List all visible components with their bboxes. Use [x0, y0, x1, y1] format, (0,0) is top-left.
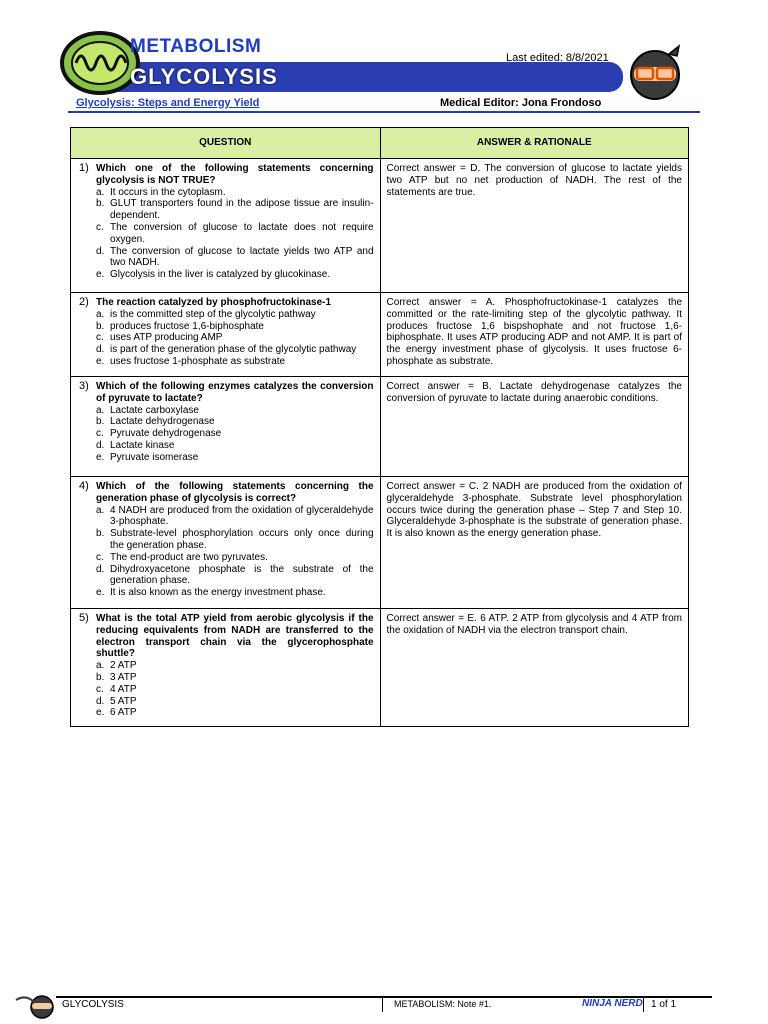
- answer-option: [96, 552, 374, 564]
- footer-brand-logo: NINJA NERD: [582, 998, 643, 1009]
- option-text: 4 NADH are produced from the oxidation of glyceraldehyde 3-phosphate.: [110, 504, 374, 528]
- option-letter: b.: [96, 198, 105, 210]
- option-letter: e.: [96, 451, 105, 463]
- option-letter: b.: [96, 528, 105, 540]
- page-number: 1 of 1: [651, 999, 677, 1010]
- answer-rationale: Correct answer = C. 2 NADH are produced from the oxidation of glyceraldehyde 3-phosphate. Substrate level phosphorylation occurs twice during the generation phase – Step 7 and Step 10. Glyceraldehyde 3-phosphate is the substrate of generation phase. It is also known as the energy generation phase.: [386, 481, 682, 540]
- answer-cell: [380, 477, 688, 609]
- answer-option: [96, 344, 374, 356]
- option-text: is part of the generation phase of the glycolytic pathway: [110, 344, 357, 356]
- option-list: [96, 187, 374, 281]
- option-list: [96, 505, 374, 599]
- question-text: The reaction catalyzed by phosphofructokinase-1: [96, 297, 332, 308]
- subject-title: METABOLISM: [130, 36, 262, 57]
- answer-option: [96, 707, 374, 719]
- option-letter: e.: [96, 707, 105, 719]
- answer-option: [96, 356, 374, 368]
- option-letter: d.: [96, 344, 105, 356]
- option-letter: c.: [96, 683, 104, 695]
- header-divider: [68, 111, 700, 113]
- option-text: produces fructose 1,6-biphosphate: [110, 320, 264, 332]
- question-text: Which one of the following statements concerning glycolysis is NOT TRUE?: [96, 163, 374, 186]
- question-cell: [71, 477, 381, 609]
- option-list: [96, 405, 374, 464]
- option-text: 3 ATP: [110, 671, 137, 683]
- answer-option: [96, 428, 374, 440]
- answer-cell: [380, 293, 688, 377]
- question-number: 2): [79, 296, 89, 308]
- footer-note: METABOLISM: Note #1.: [394, 999, 492, 1009]
- ninja-mascot-icon: [625, 42, 685, 102]
- option-letter: b.: [96, 671, 105, 683]
- option-text: Pyruvate dehydrogenase: [110, 428, 222, 440]
- question-number: 5): [79, 612, 89, 624]
- question-number: 1): [79, 162, 89, 174]
- option-text: uses ATP producing AMP: [110, 332, 223, 344]
- option-letter: b.: [96, 416, 105, 428]
- option-letter: b.: [96, 320, 105, 332]
- answer-option: [96, 246, 374, 270]
- option-letter: e.: [96, 587, 105, 599]
- option-text: 6 ATP: [110, 707, 137, 719]
- answer-option: [96, 587, 374, 599]
- answer-rationale: Correct answer = A. Phosphofructokinase-1 catalyzes the committed or the rate-limiting step of the glycolytic pathway. It produces fructose 1,6 bispshophate and not fructose 1,6-biphosphate. It uses ATP producing ADP and not AMP. It is part of the energy investment phase of glycolysis. It uses fructose 6-phosphate as substrate.: [386, 297, 682, 367]
- question-text: What is the total ATP yield from aerobic glycolysis if the reducing equivalents from NADH are transferred to the electron transport chain via the glycerophosphate shuttle?: [96, 613, 374, 660]
- option-letter: a.: [96, 186, 105, 198]
- table-row: [71, 377, 689, 477]
- option-text: Glycolysis in the liver is catalyzed by glucokinase.: [110, 269, 331, 281]
- last-edited-date: 8/8/2021: [565, 52, 609, 64]
- question-text: Which of the following statements concerning the generation phase of glycolysis is correct?: [96, 481, 374, 504]
- option-letter: d.: [96, 563, 105, 575]
- answer-cell: [380, 609, 688, 727]
- answer-option: [96, 696, 374, 708]
- table-row: [71, 609, 689, 727]
- answer-option: [96, 416, 374, 428]
- question-cell: [71, 159, 381, 293]
- answer-option: [96, 332, 374, 344]
- answer-option: [96, 684, 374, 696]
- answer-rationale: Correct answer = E. 6 ATP. 2 ATP from glycolysis and 4 ATP from the oxidation of NADH via the electron transport chain.: [386, 613, 682, 636]
- option-text: The conversion of glucose to lactate does not require oxygen.: [110, 221, 374, 245]
- question-cell: [71, 377, 381, 477]
- option-text: 5 ATP: [110, 695, 137, 707]
- option-text: Substrate-level phosphorylation occurs only once during the generation phase.: [110, 528, 374, 551]
- option-letter: d.: [96, 245, 105, 257]
- option-text: uses fructose 1-phosphate as substrate: [110, 355, 286, 367]
- answer-option: [96, 564, 374, 588]
- question-text: Which of the following enzymes catalyzes the conversion of pyruvate to lactate?: [96, 381, 374, 404]
- last-edited: [506, 52, 609, 64]
- question-number: 3): [79, 380, 89, 392]
- option-text: is the committed step of the glycolytic pathway: [110, 308, 316, 320]
- answer-option: [96, 452, 374, 464]
- ninja-footer-icon: [14, 990, 54, 1020]
- option-text: GLUT transporters found in the adipose tissue are insulin-dependent.: [110, 198, 374, 222]
- option-letter: c.: [96, 428, 104, 440]
- answer-option: [96, 187, 374, 199]
- qa-table-body: [71, 159, 689, 727]
- question-column-header: QUESTION: [71, 128, 381, 159]
- option-list: [96, 309, 374, 368]
- option-letter: e.: [96, 355, 105, 367]
- option-text: Lactate kinase: [110, 439, 175, 451]
- answer-cell: [380, 159, 688, 293]
- answer-option: [96, 309, 374, 321]
- question-number: 4): [79, 480, 89, 492]
- answer-option: [96, 405, 374, 417]
- answer-rationale: Correct answer = D. The conversion of glucose to lactate yields two ATP but no net production of NADH. The rest of the statements are true.: [386, 163, 682, 198]
- option-letter: a.: [96, 504, 105, 516]
- table-row: [71, 159, 689, 293]
- answer-option: [96, 321, 374, 333]
- option-letter: d.: [96, 695, 105, 707]
- option-text: Dihydroxyacetone phosphate is the substrate of the generation phase.: [110, 563, 374, 587]
- option-text: The conversion of glucose to lactate yields two ATP and two NADH.: [110, 245, 374, 269]
- table-row: [71, 477, 689, 609]
- option-letter: a.: [96, 660, 105, 672]
- medical-editor: [440, 97, 601, 109]
- footer-topic: GLYCOLYSIS: [62, 999, 124, 1010]
- answer-option: [96, 672, 374, 684]
- qa-table: [70, 127, 689, 727]
- answer-rationale: Correct answer = B. Lactate dehydrogenase catalyzes the conversion of pyruvate to lactate during anaerobic conditions.: [386, 381, 682, 404]
- option-text: Pyruvate isomerase: [110, 451, 199, 463]
- option-text: Lactate carboxylase: [110, 404, 199, 416]
- answer-option: [96, 528, 374, 552]
- page-subtitle: Glycolysis: Steps and Energy Yield: [76, 97, 260, 109]
- answer-column-header: ANSWER & RATIONALE: [380, 128, 688, 159]
- topic-title: GLYCOLYSIS: [130, 64, 278, 89]
- footer-separator: [382, 998, 383, 1012]
- option-text: 4 ATP: [110, 683, 137, 695]
- option-letter: c.: [96, 332, 104, 344]
- footer-separator: [643, 998, 644, 1012]
- editor-label: Medical Editor:: [440, 97, 519, 109]
- question-cell: [71, 293, 381, 377]
- option-letter: d.: [96, 439, 105, 451]
- option-text: Lactate dehydrogenase: [110, 416, 215, 428]
- answer-option: [96, 660, 374, 672]
- answer-option: [96, 269, 374, 281]
- editor-name: Jona Frondoso: [521, 97, 602, 109]
- option-letter: e.: [96, 269, 105, 281]
- last-edited-label: Last edited:: [506, 52, 563, 64]
- page-header: [0, 0, 768, 120]
- answer-option: [96, 505, 374, 529]
- option-text: 2 ATP: [110, 660, 137, 672]
- table-header-row: [71, 128, 689, 159]
- answer-cell: [380, 377, 688, 477]
- option-text: The end-product are two pyruvates.: [110, 551, 268, 563]
- answer-option: [96, 198, 374, 222]
- question-cell: [71, 609, 381, 727]
- option-letter: a.: [96, 404, 105, 416]
- answer-option: [96, 440, 374, 452]
- table-row: [71, 293, 689, 377]
- option-letter: c.: [96, 551, 104, 563]
- option-letter: a.: [96, 308, 105, 320]
- option-text: It is also known as the energy investment phase.: [110, 587, 326, 599]
- option-list: [96, 660, 374, 719]
- option-letter: c.: [96, 221, 104, 233]
- option-text: It occurs in the cytoplasm.: [110, 186, 226, 198]
- answer-option: [96, 222, 374, 246]
